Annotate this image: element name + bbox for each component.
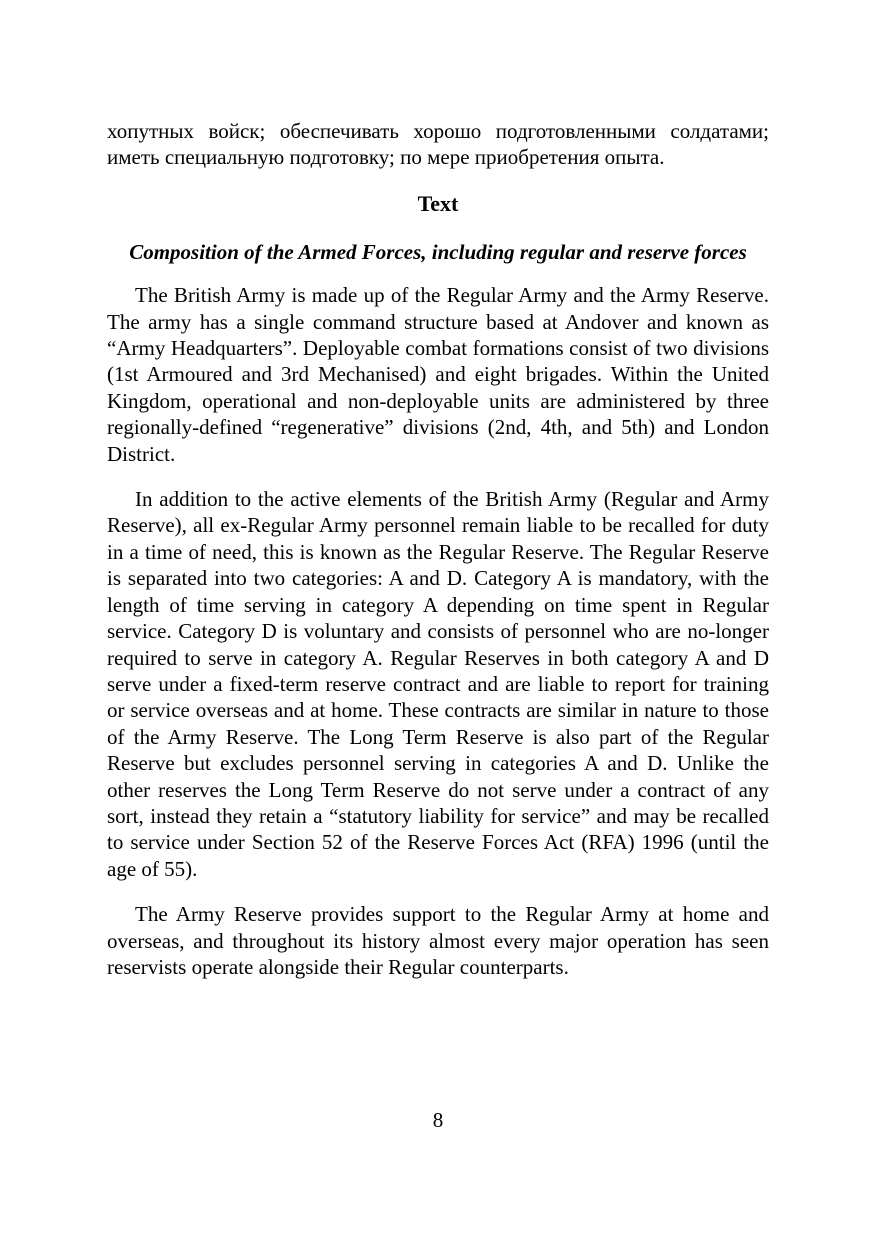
document-page	[107, 118, 769, 980]
body-paragraph-3: The Army Reserve provides support to the Regular Army at home and overseas, and throughout its history almost every major operation has seen reservists operate alongside their Regular counterparts.	[107, 902, 769, 979]
carryover-paragraph: хопутных войск; обеспечивать хорошо подготовленными солдатами; иметь специальную подготовку; по мере приобретения опыта.	[107, 119, 769, 170]
page-number: 8	[432, 1108, 444, 1132]
section-title: Text	[417, 190, 459, 216]
body-paragraph-1: The British Army is made up of the Regular Army and the Army Reserve. The army has a single command structure based at Andover and known as “Army Headquarters”. Deployable combat formations consist of two divisions (1st Armoured and 3rd Mechanised) and eight brigades. Within the United Kingdom, operational and non-deployable units are administered by three regionally-defined “regenerative” divisions (2nd, 4th, and 5th) and London District.	[107, 283, 769, 466]
body-paragraph-2: In addition to the active elements of the British Army (Regular and Army Reserve), all ex-Regular Army personnel remain liable to be recalled for duty in a time of need, this is known as the Regular Reserve. The Regular Reserve is separated into two categories: A and D. Category A is mandatory, with the length of time serving in category A depending on time spent in Regular service. Category D is voluntary and consists of personnel who are no-longer required to serve in category A. Regular Reserves in both category A and D serve under a fixed-term reserve contract and are liable to report for training or service overseas and at home. These contracts are similar in nature to those of the Army Reserve. The Long Term Reserve is also part of the Regular Reserve but excludes personnel serving in categories A and D. Unlike the other reserves the Long Term Reserve do not serve under a contract of any sort, instead they retain a “statutory liability for service” and may be recalled to service under Section 52 of the Reserve Forces Act (RFA) 1996 (until the age of 55).	[107, 487, 769, 881]
section-subtitle: Composition of the Armed Forces, including regular and reserve forces	[129, 239, 747, 264]
